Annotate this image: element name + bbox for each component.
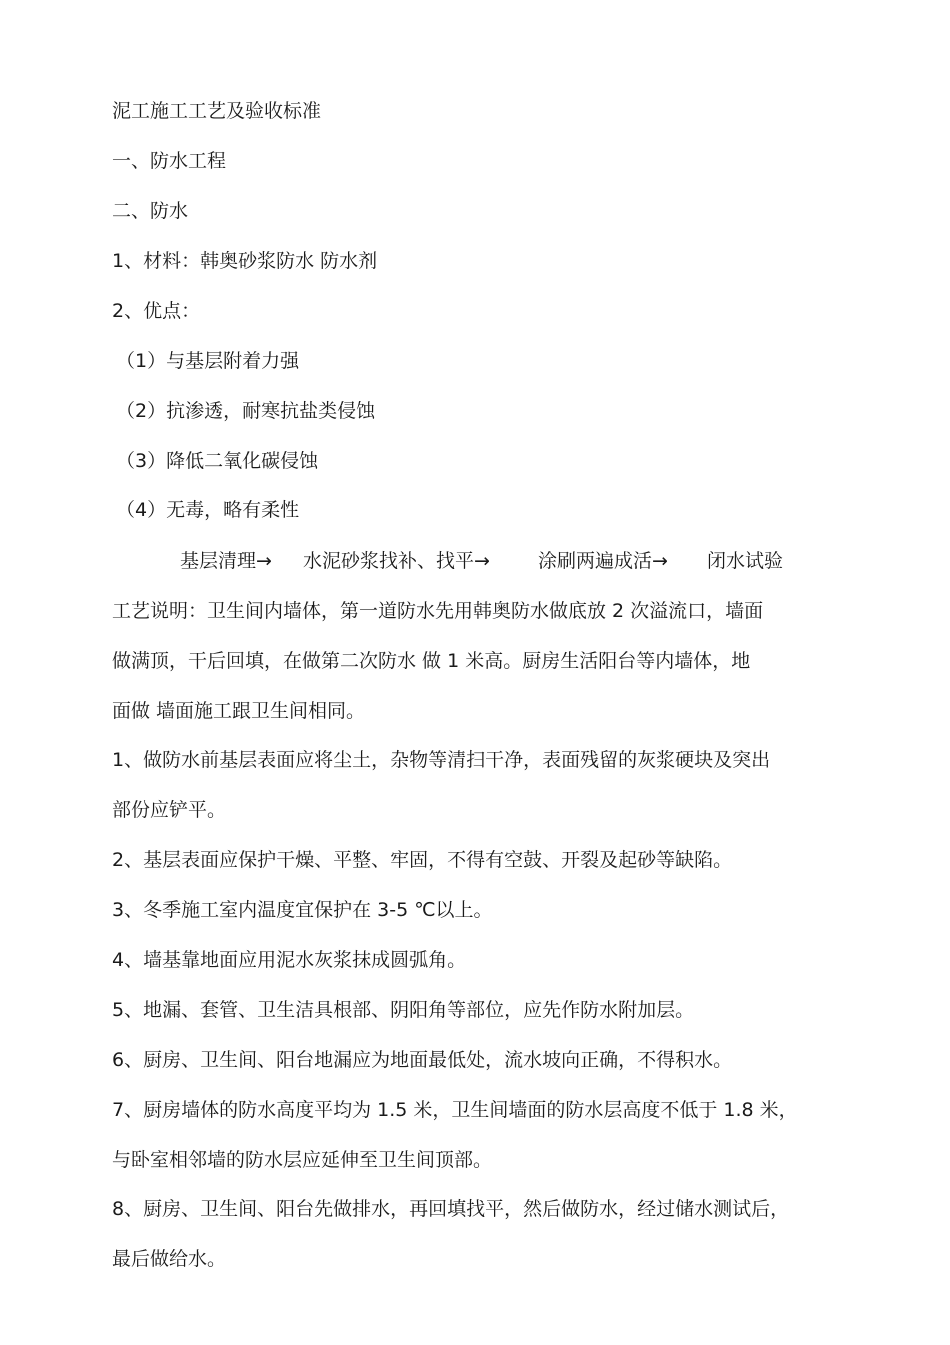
requirement-line: 1、做防水前基层表面应将尘土，杂物等清扫干净，表面残留的灰浆硬块及突出 xyxy=(112,749,771,771)
advantage-item: （2）抗渗透，耐寒抗盐类侵蚀 xyxy=(116,400,376,422)
advantage-item: （3）降低二氧化碳侵蚀 xyxy=(116,450,319,472)
requirement-line: 最后做给水。 xyxy=(112,1248,227,1270)
document-title: 泥工施工工艺及验收标准 xyxy=(112,100,322,122)
materials-line: 1、材料：韩奥砂浆防水 防水剂 xyxy=(112,250,378,272)
process-description-line: 做满顶，干后回填，在做第二次防水 做 1 米高。厨房生活阳台等内墙体，地 xyxy=(112,650,751,672)
process-step: 基层清理→ xyxy=(180,550,272,572)
requirement-line: 与卧室相邻墙的防水层应延伸至卫生间顶部。 xyxy=(112,1149,493,1171)
process-step: 闭水试验 xyxy=(707,550,784,572)
process-description-line: 面做 墙面施工跟卫生间相同。 xyxy=(112,700,366,722)
requirement-line: 部份应铲平。 xyxy=(112,799,227,821)
requirement-line: 2、基层表面应保护干燥、平整、牢固，不得有空鼓、开裂及起砂等缺陷。 xyxy=(112,849,733,871)
requirement-line: 4、墙基靠地面应用泥水灰浆抹成圆弧角。 xyxy=(112,949,467,971)
process-description-line: 工艺说明：卫生间内墙体，第一道防水先用韩奥防水做底放 2 次溢流口，墙面 xyxy=(112,600,764,622)
process-step: 水泥砂浆找补、找平→ xyxy=(303,550,490,572)
section-heading-waterproof-engineering: 一、防水工程 xyxy=(112,150,227,172)
requirement-line: 3、冬季施工室内温度宜保护在 3-5 ℃以上。 xyxy=(112,899,493,921)
requirement-line: 6、厨房、卫生间、阳台地漏应为地面最低处，流水坡向正确，不得积水。 xyxy=(112,1049,733,1071)
requirement-line: 8、厨房、卫生间、阳台先做排水，再回填找平，然后做防水，经过储水测试后， xyxy=(112,1198,790,1220)
advantages-label: 2、优点： xyxy=(112,300,201,322)
process-step: 涂刷两遍成活→ xyxy=(538,550,668,572)
requirement-line: 7、厨房墙体的防水高度平均为 1.5 米，卫生间墙面的防水层高度不低于 1.8 米， xyxy=(112,1099,798,1121)
section-heading-waterproof: 二、防水 xyxy=(112,200,189,222)
requirement-line: 5、地漏、套管、卫生洁具根部、阴阳角等部位，应先作防水附加层。 xyxy=(112,999,695,1021)
advantage-item: （4）无毒，略有柔性 xyxy=(116,499,300,521)
advantage-item: （1）与基层附着力强 xyxy=(116,350,300,372)
